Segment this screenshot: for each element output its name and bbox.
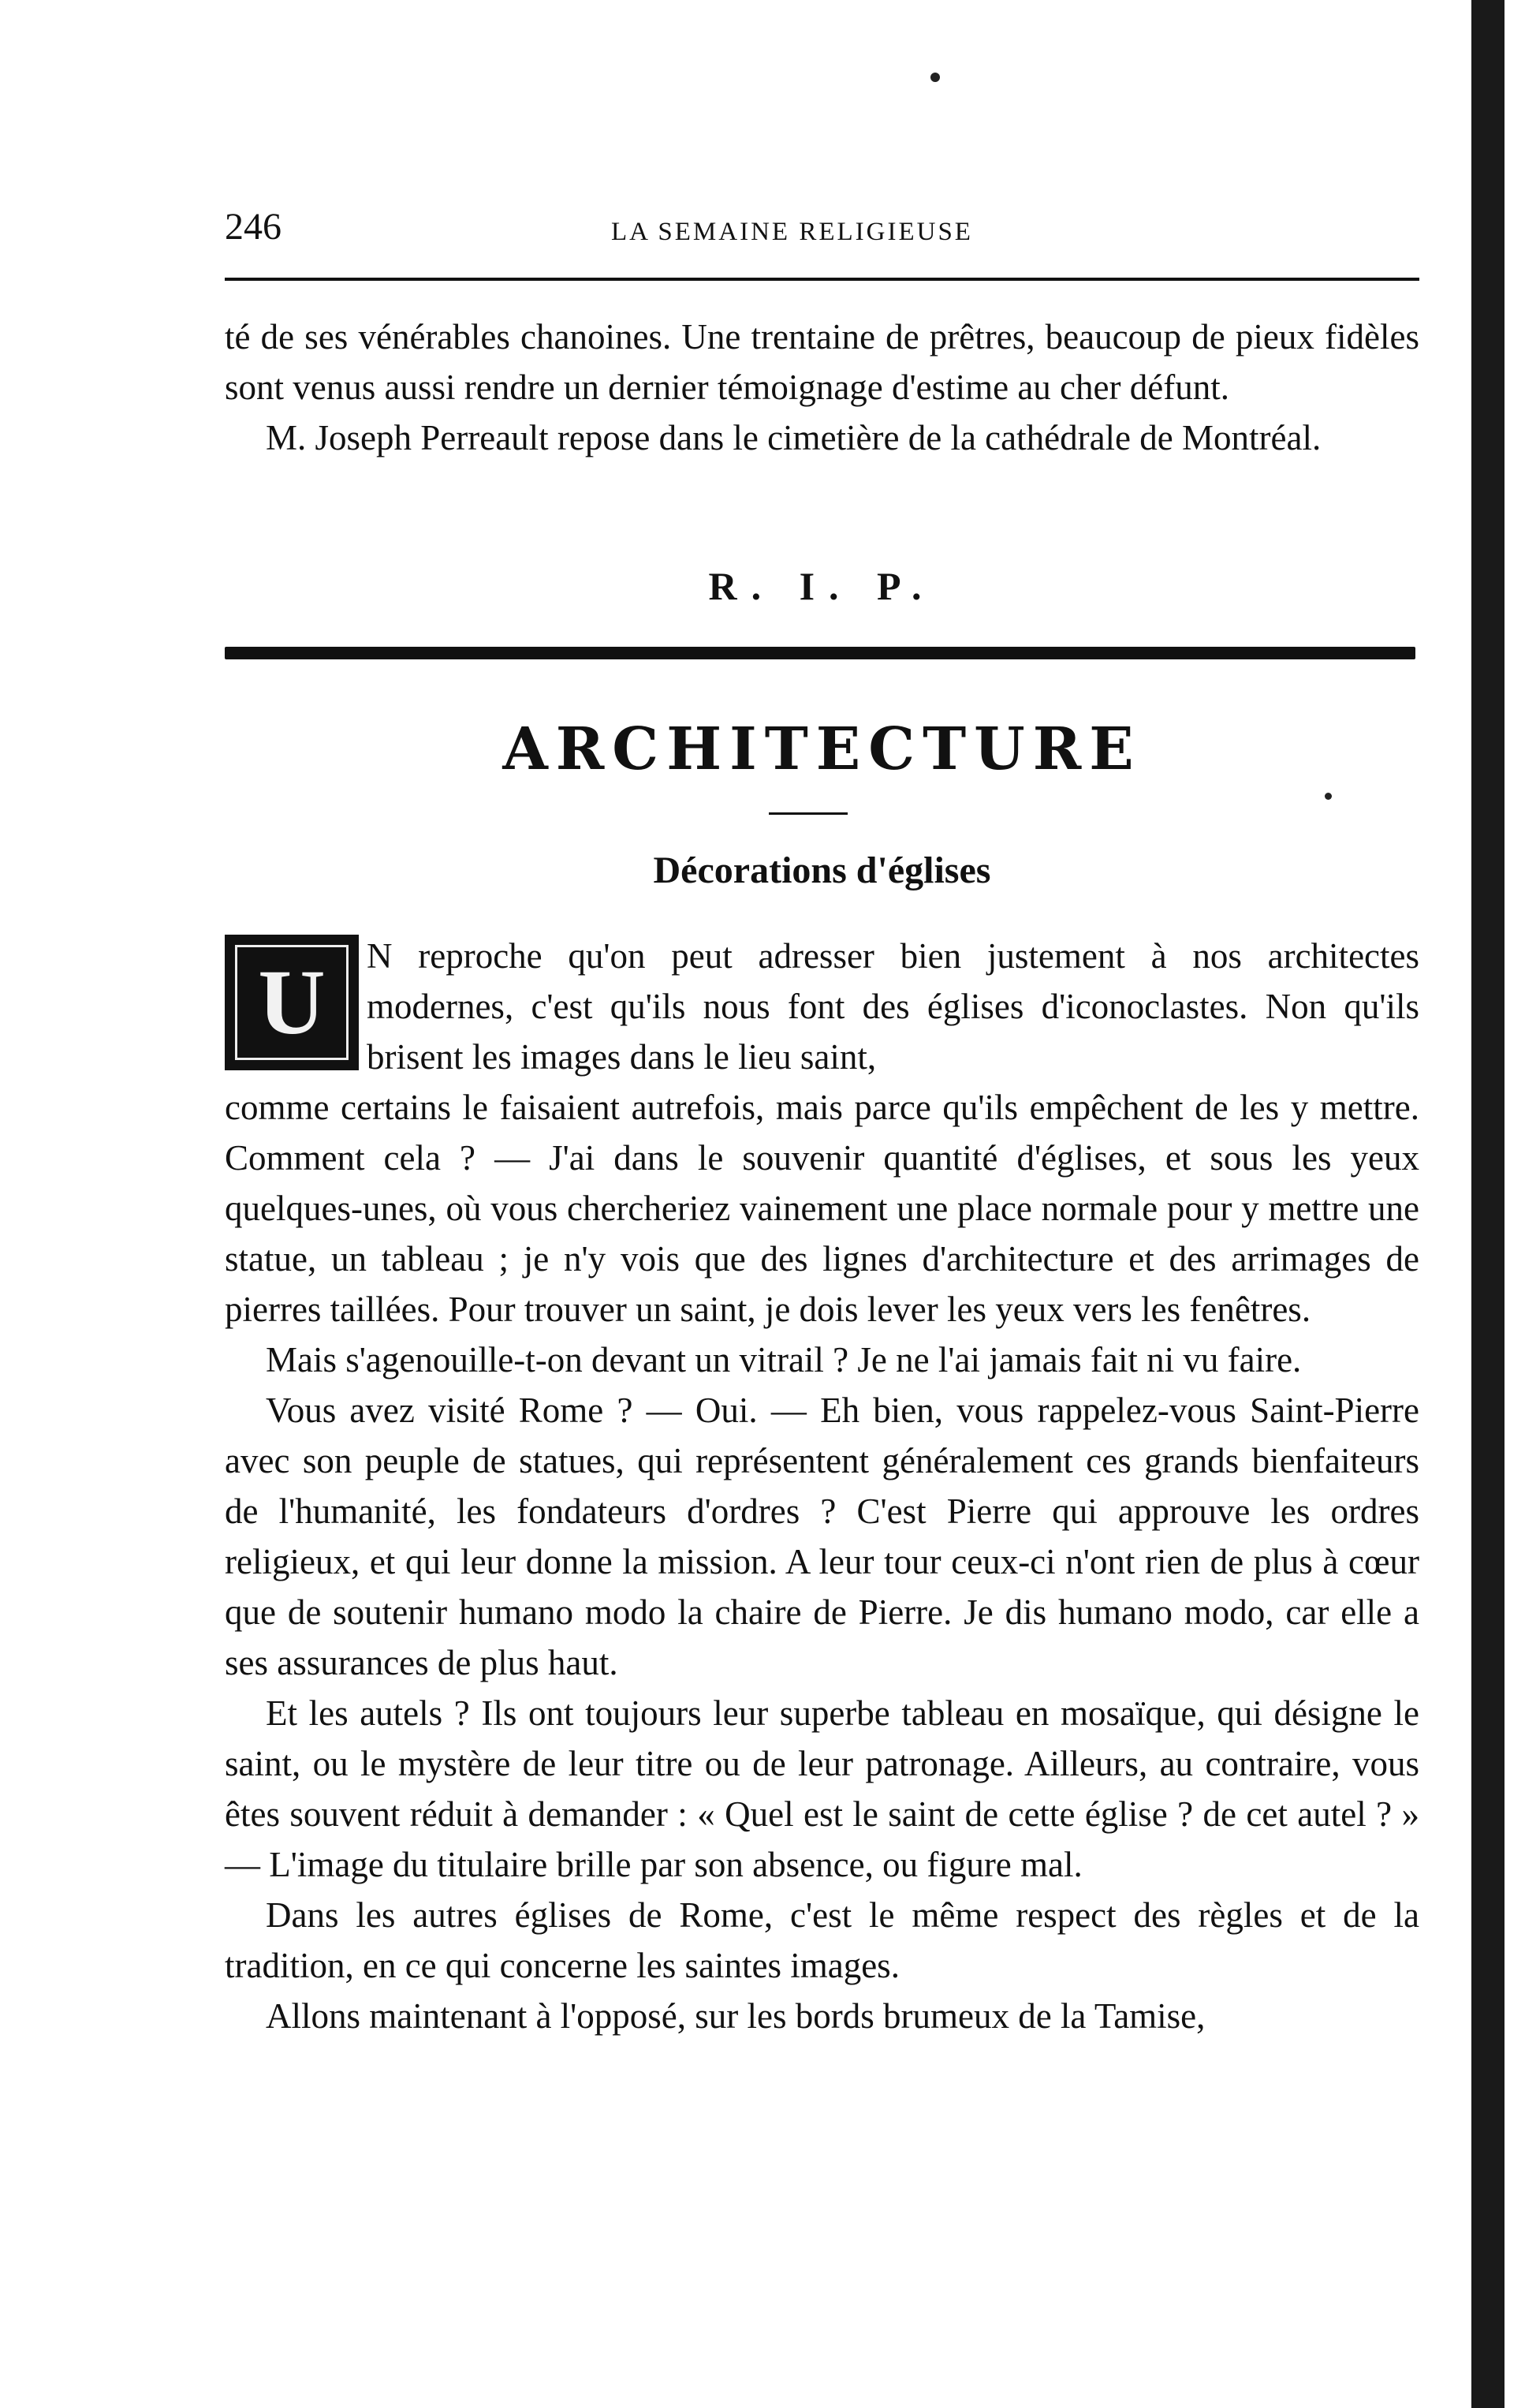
article-subtitle: Décorations d'églises	[653, 849, 991, 891]
paragraph: N reproche qu'on peut adresser bien justement à nos architectes modernes, c'est qu'ils nous font des églises d'iconoclastes. Non qu'ils brisent les images dans le lieu saint,	[367, 936, 1419, 1077]
paragraph: comme certains le faisaient autrefois, mais parce qu'ils empêchent de les y mettre. Comment cela ? — J'ai dans le souvenir quantité d'églises, et sous les yeux quelques-unes, où vous chercheriez vainement une place normale pour y mettre une statue, un tableau ; je n'y vois que des lignes d'architecture et des arrimages de pierres taillées. Pour trouver un saint, je dois lever les yeux vers les fenêtres.	[225, 1088, 1419, 1329]
rip-closing: R. I. P.	[708, 564, 936, 608]
running-title: LA SEMAINE RELIGIEUSE	[611, 218, 973, 246]
dropcap-letter: U	[235, 945, 349, 1060]
paragraph: Mais s'agenouille-t-on devant un vitrail ? Je ne l'ai jamais fait ni vu faire.	[266, 1340, 1302, 1379]
print-speck	[930, 73, 940, 82]
page-header	[225, 203, 1419, 251]
title-underline	[769, 812, 848, 815]
paragraph: Allons maintenant à l'opposé, sur les bords brumeux de la Tamise,	[266, 1996, 1206, 2036]
paragraph: Dans les autres églises de Rome, c'est le même respect des règles et de la tradition, en ce qui concerne les saintes images.	[225, 1895, 1419, 1985]
paragraph: té de ses vénérables chanoines. Une trentaine de prêtres, beaucoup de pieux fidèles sont venus aussi rendre un dernier témoignage d'estime au cher défunt.	[225, 317, 1419, 407]
header-rule	[225, 278, 1419, 281]
paragraph: M. Joseph Perreault repose dans le cimetière de la cathédrale de Montréal.	[266, 418, 1322, 457]
paragraph: Et les autels ? Ils ont toujours leur superbe tableau en mosaïque, qui désigne le saint, ou le mystère de leur titre ou de leur patronage. Ailleurs, au contraire, vous êtes souvent réduit à demander : « Quel est le saint de cette église ? de cet autel ? » — L'image du titulaire brille par son absence, ou figure mal.	[225, 1693, 1419, 1884]
paragraph: Vous avez visité Rome ? — Oui. — Eh bien, vous rappelez-vous Saint-Pierre avec son peuple de statues, qui représentent généralement ces grands bienfaiteurs de l'humanité, les fondateurs d'ordres ? C'est Pierre qui approuve les ordres religieux, et qui leur donne la mission. A leur tour ceux-ci n'ont rien de plus à cœur que de soutenir humano modo la chaire de Pierre. Je dis humano modo, car elle a ses assurances de plus haut.	[225, 1391, 1419, 1682]
article-body	[225, 1082, 1419, 2041]
print-speck	[1325, 793, 1332, 800]
section-title: ARCHITECTURE	[502, 715, 1142, 783]
previous-article-end	[225, 312, 1419, 463]
section-divider	[225, 647, 1415, 659]
book-spine-edge	[1471, 0, 1504, 2408]
page-number: 246	[225, 206, 282, 248]
dropcap-ornament	[225, 935, 359, 1070]
article-lead	[367, 931, 1419, 1082]
